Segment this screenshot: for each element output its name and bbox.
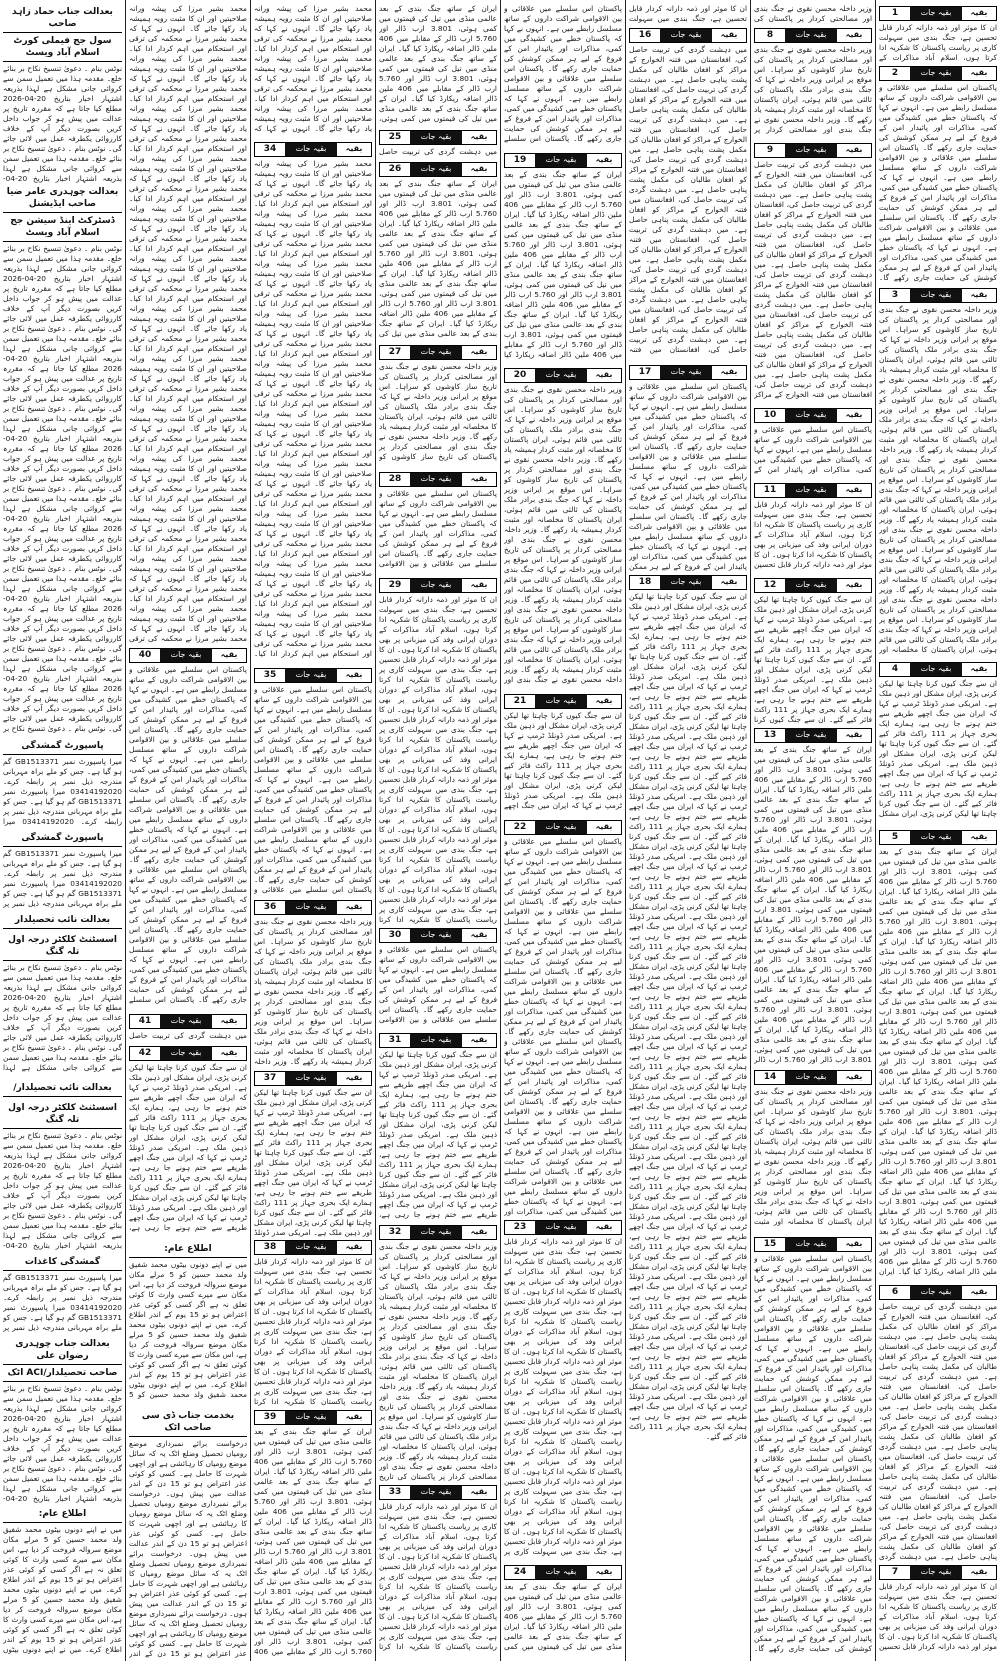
continued-label: بقیہ xyxy=(345,1412,363,1421)
story-number: 7 xyxy=(891,1567,899,1577)
continued-label: بقیہ xyxy=(845,1239,863,1248)
continuation-header xyxy=(504,820,622,835)
continued-pages-label: بقیہ جات xyxy=(285,901,337,914)
continuation-header xyxy=(379,1485,497,1500)
continued-pages-label: بقیہ جات xyxy=(535,154,587,167)
continued-pages-label: بقیہ جات xyxy=(910,831,962,844)
continued-label: بقیہ xyxy=(595,370,613,379)
continuation-header xyxy=(629,28,747,43)
article-text: ایران کے ساتھ جنگ بندی کے بعد عالمی منڈی میں تیل کی قیمتوں میں کمی ہوئی، 3.801 ارب ڈالر اور 5.760 ارب ڈالر کے مقابلے میں 406 ملین ڈالر اضافہ ریکارڈ کیا گیا۔ ایران کے ساتھ جنگ بندی کے بعد عالمی منڈی میں تیل کی قیمتوں میں کمی ہوئی، 3.801 ارب ڈالر اور 5.760 ارب ڈالر کے مقابلے میں 406 ملین ڈالر اضافہ ریکارڈ کیا گیا۔ ایران کے ساتھ جنگ بندی کے بعد عالمی منڈی میں تیل کی قیمتوں میں کمی ہوئی، 3.801 ارب ڈالر اور 5.760 ارب ڈالر کے مقابلے میں 406 ملین ڈالر اضافہ ریکارڈ کیا گیا۔ ایران کے ساتھ جنگ بندی کے بعد عالمی منڈی میں تیل کی قیمتوں میں کمی ہوئی، 3.801 ارب ڈالر اور 5.760 ارب ڈالر کے مقابلے میں 406 ملین ڈالر اضافہ ریکارڈ کیا گیا۔ ایران کے ساتھ جنگ بندی کے بعد عالمی منڈی میں تیل کی قیمتوں میں کمی ہوئی، 3.801 ارب ڈالر اور 5.760 ارب ڈالر کے مقابلے میں 406 ملین ڈالر اضافہ ریکارڈ کیا گیا۔ ایران کے ساتھ جنگ بندی کے بعد عالمی منڈی میں تیل کی قیمتوں میں کمی ہوئی، 3.801 ارب ڈالر اور 5.760 ارب ڈالر کے مقابلے میں 406 ملین ڈالر اضافہ ریکارڈ کیا گیا۔ ایران کے ساتھ جنگ بندی کے بعد عالمی منڈی میں تیل کی قیمتوں میں کمی ہوئی، 3.801 ارب ڈالر اور 5.760 ارب ڈالر کے مقابلے میں 406 ملین ڈالر اضافہ ریکارڈ کیا گیا۔ ایران کے ساتھ جنگ بندی کے بعد عالمی منڈی میں تیل کی قیمتوں میں کمی ہوئی، 3.801 ارب ڈالر اور 5.760 ارب ڈالر کے مقابلے میں 406 ملین ڈالر اضافہ ریکارڈ کیا گیا۔ ایران کے ساتھ جنگ بندی کے بعد عالمی منڈی میں تیل کی قیمتوں میں کمی ہوئی، 3.801 ارب ڈالر اور 5.760 ارب ڈالر کے مقابلے میں 406 ملین ڈالر اضافہ ریکارڈ کیا گیا۔ ایران xyxy=(879,847,997,1276)
continuation-header xyxy=(879,66,997,81)
story-number: 22 xyxy=(513,822,527,832)
article-text: پاکستان اس سلسلے میں علاقائی و بین الاقوامی شراکت داروں کے ساتھ مسلسل رابطے میں ہے۔ انہوں نے کہا کہ پاکستان خطے میں کشیدگی میں کمی، مذاکرات اور پائیدار امن کے فروغ کے لیے ہر ممکن کوشش کی حمایت جاری رکھے گا۔ پاکستان اس سلسلے میں علاقائی و بین الاقوامی xyxy=(379,489,497,568)
continuation-header xyxy=(379,1225,497,1240)
continuation-header xyxy=(879,288,997,303)
story-number: 36 xyxy=(263,902,277,912)
story-number: 37 xyxy=(263,1073,277,1083)
continued-label: بقیہ xyxy=(345,670,363,679)
notice-title: ڈسٹرکٹ اینڈ سیشن جج اسلام آباد ویسٹ xyxy=(3,215,122,242)
article-text: ان سے جنگ کیوں کرنا چاہتا تھا لیکن کرنی پڑی، ایران مشکل اور ذہین ملک ہے۔ امریکی صدر ڈونلڈ ٹرمپ نے کہا کہ ایران میں جنگ اچھے طریقے سے ختم ہونے جا رہی ہے، ہمارے ایک بحری جہاز پر 111 راکٹ فائر کیے گئے۔ ان سے جنگ کیوں کرنا چاہتا تھا لیکن کرنی پڑی، ایران مشکل اور ذہین ملک ہے۔ امریکی صدر ڈونلڈ ٹرمپ نے کہا کہ ایران میں جنگ اچھے طریقے سے ختم ہونے جا رہی ہے، ہمارے ایک بحری جہاز پر 111 راکٹ فائر کیے گئے۔ ان سے جنگ کیوں کرنا چاہتا تھا لیکن کرنی پڑی، ایران مشکل اور ذہین ملک ہے۔ امریکی صدر ڈونلڈ ٹرمپ نے کہا کہ ایران میں جنگ اچھے طریقے سے ختم ہونے جا رہی ہے، xyxy=(129,1063,247,1232)
continuation-header xyxy=(879,662,997,677)
news-column xyxy=(875,0,1000,1661)
continued-label: بقیہ xyxy=(845,30,863,39)
story-number: 8 xyxy=(766,30,774,40)
article-text: میں نے اپنے دونوں بیٹوں محمد شفیق ولد محمد حسین کو 5 مرلے مکان موضع سروالہ فروخت کر دیا ہے، اس مکان سے میرے کسی وارث کا کوئی تعلق نہ ہے اگر کسی کو کوئی عذر اعتراض ہو تو 15 یوم کے اندر اطلاع کرے۔ میں نے اپنے دونوں بیٹوں محمد شفیق ولد محمد حسین کو 5 مرلے مکان موضع سروالہ فروخت کر دیا ہے، اس مکان سے میرے کسی وارث کا کوئی تعلق نہ ہے اگر کسی کو کوئی عذر اعتراض ہو تو 15 یوم کے اندر اطلاع کرے۔ میں نے اپنے دونوں بیٹوں محمد شفیق ولد محمد حسین کو 5 xyxy=(129,1260,247,1399)
article-text: پاکستان اس سلسلے میں علاقائی و بین الاقوامی شراکت داروں کے ساتھ مسلسل رابطے میں ہے۔ انہوں نے کہا کہ پاکستان خطے میں کشیدگی میں کمی، مذاکرات اور پائیدار امن کے فروغ کے لیے ہر ممکن کوشش کی حمایت جاری رکھے گا۔ پاکستان اس سلسلے میں علاقائی و بین الاقوامی شراکت داروں کے ساتھ مسلسل رابطے میں ہے۔ انہوں نے کہا کہ پاکستان خطے میں کشیدگی میں کمی، مذاکرات اور پائیدار امن کے فروغ کے لیے ہر ممکن کوشش کی حمایت جاری رکھے گا۔ پاکستان اس سلسلے میں علاقائی و بین الاقوامی شراکت داروں کے ساتھ مسلسل رابطے میں ہے۔ انہوں نے کہا کہ پاکستان خطے میں کشیدگی میں کمی، مذاکرات اور پائیدار امن کے فروغ کے لیے ہر ممکن کوشش کی حمایت جاری رکھے گا۔ پاکستان اس سلسلے میں علاقائی و بین الاقوامی شراکت داروں کے ساتھ مسلسل رابطے میں ہے۔ انہوں نے کہا کہ پاکستان خطے میں کشیدگی میں کمی، مذاکرات اور پائیدار امن کے فروغ کے لیے ہر ممکن کوشش کی حمایت جاری رکھے گا۔ پاکستان اس سلسلے میں علاقائی و بین الاقوامی شراکت داروں کے ساتھ مسلسل رابطے میں ہے۔ انہوں نے کہا کہ پاکستان خطے میں کشیدگی میں کمی، مذاکرات اور پائیدار امن کے فروغ کے لیے ہر ممکن کوشش کی حمایت جاری رکھے گا۔ پاکستان اس سلسلے میں علاقائی و بین الاقوامی شراکت داروں کے ساتھ مسلسل رابطے میں ہے۔ انہوں نے کہا کہ پاکستان خطے میں کشیدگی میں کمی، مذاکرات اور xyxy=(504,837,622,1216)
continued-pages-label: بقیہ جات xyxy=(660,366,712,379)
continuation-header xyxy=(254,668,372,683)
continued-pages-label: بقیہ جات xyxy=(285,143,337,156)
continued-pages-label: بقیہ جات xyxy=(785,1238,837,1251)
article-text: وزیر داخلہ محسن نقوی نے جنگ بندی اور مصالحتی کردار پر پاکستان کی تاریخ ساز کاوشوں کو سراہا۔ اس موقع پر ایرانی وزیر داخلہ نے کہا کہ جنگ بندی برادر ملک پاکستان کی ثالثی میں قائم ہوئی، ایران پاکستان کا مخلصانہ اور مثبت کردار ہمیشہ یاد رکھے گا۔ وزیر داخلہ محسن نقوی نے جنگ بندی اور مصالحتی کردار پر پاکستان کی تاریخ ساز کاوشوں کو سراہا۔ اس موقع پر ایرانی وزیر داخلہ نے کہا کہ جنگ بندی برادر ملک پاکستان کی ثالثی میں قائم ہوئی، ایران پاکستان کا مخلصانہ اور مثبت کردار ہمیشہ یاد رکھے گا۔ وزیر داخلہ محسن نقوی نے جنگ بندی اور مصالحتی کردار پر پاکستان کی تاریخ ساز کاوشوں کو سراہا۔ اس موقع پر ایرانی وزیر داخلہ نے کہا کہ جنگ بندی برادر ملک پاکستان کی ثالثی میں قائم ہوئی، ایران پاکستان کا مخلصانہ اور مثبت کردار ہمیشہ یاد رکھے گا۔ وزیر داخلہ محسن نقوی نے جنگ بندی اور مصالحتی کردار پر پاکستان کی تاریخ ساز کاوشوں کو سراہا۔ اس موقع پر ایرانی وزیر داخلہ نے کہا کہ جنگ بندی برادر ملک پاکستان کی ثالثی میں قائم ہوئی، ایران پاکستان کا مخلصانہ اور مثبت کردار ہمیشہ یاد رکھے گا۔ وزیر داخلہ محسن نقوی نے جنگ بندی اور مصالحتی کردار پر پاکستان کی تاریخ ساز کاوشوں کو سراہا۔ اس موقع پر ایرانی وزیر داخلہ نے کہا کہ جنگ بندی برادر ملک پاکستان کی ثالثی میں قائم ہوئی، ایران پاکستان کا مخلصانہ اور xyxy=(879,305,997,654)
article-text: ایران کے ساتھ جنگ بندی کے بعد عالمی منڈی میں تیل کی قیمتوں میں کمی ہوئی، 3.801 ارب ڈالر اور 5.760 ارب ڈالر کے مقابلے میں 406 ملین ڈالر اضافہ ریکارڈ کیا گیا۔ ایران کے ساتھ جنگ بندی کے بعد عالمی منڈی میں تیل کی قیمتوں میں کمی ہوئی، 3.801 ارب ڈالر اور 5.760 ارب ڈالر کے مقابلے میں 406 ملین ڈالر اضافہ ریکارڈ کیا گیا۔ ایران کے ساتھ جنگ بندی کے بعد عالمی منڈی میں تیل کی قیمتوں میں کمی ہوئی، 3.801 ارب ڈالر اور 5.760 ارب ڈالر کے مقابلے میں 406 ملین ڈالر اضافہ ریکارڈ کیا گیا۔ ایران کے ساتھ جنگ بندی کے بعد عالمی منڈی میں تیل کی xyxy=(379,179,497,338)
notice-title: پاسپورٹ گمشدگی xyxy=(3,832,122,847)
story-number: 41 xyxy=(138,1016,152,1026)
continued-label: بقیہ xyxy=(345,1242,363,1251)
continued-pages-label: بقیہ جات xyxy=(410,346,462,359)
continuation-header xyxy=(379,578,497,593)
article-text: میں دہشت گردی کی تربیت حاصل xyxy=(129,1031,247,1040)
article-text: وزیر داخلہ محسن نقوی نے جنگ بندی اور مصالحتی کردار پر پاکستان کی تاریخ ساز کاوشوں کو سراہا۔ اس موقع پر ایرانی وزیر داخلہ نے کہا کہ جنگ بندی برادر ملک پاکستان کی ثالثی میں قائم ہوئی، ایران پاکستان کا مخلصانہ اور مثبت کردار ہمیشہ یاد رکھے گا۔ وزیر داخلہ محسن نقوی نے جنگ بندی اور مصالحتی کردار پر پاکستان کی تاریخ ساز کاوشوں کو سراہا۔ اس موقع پر ایرانی وزیر داخلہ نے کہا کہ جنگ بندی برادر ملک پاکستان کی ثالثی میں قائم ہوئی، ایران پاکستان کا مخلصانہ اور مثبت کردار ہمیشہ یاد رکھے گا۔ وزیر داخلہ محسن نقوی نے جنگ بندی اور مصالحتی کردار پر پاکستان کی تاریخ ساز کاوشوں کو سراہا۔ اس موقع پر ایرانی وزیر داخلہ نے کہا کہ جنگ بندی برادر ملک پاکستان کی ثالثی میں قائم ہوئی، ایران پاکستان کا مخلصانہ اور مثبت کردار ہمیشہ یاد رکھے گا۔ وزیر داخلہ محسن نقوی نے جنگ بندی اور مصالحتی کردار پر پاکستان کی تاریخ xyxy=(379,1242,497,1481)
continued-pages-label: بقیہ جات xyxy=(910,67,962,80)
continued-pages-label: بقیہ جات xyxy=(160,1047,212,1060)
continued-pages-label: بقیہ جات xyxy=(910,1286,962,1299)
news-column xyxy=(125,0,250,1661)
story-number: 6 xyxy=(891,1287,899,1297)
story-number: 4 xyxy=(891,664,899,674)
article-text: وزیر داخلہ محسن نقوی نے جنگ بندی اور مصالحتی کردار پر پاکستان کی تاریخ ساز کاوشوں کو سراہا۔ اس موقع پر ایرانی وزیر داخلہ نے کہا کہ جنگ بندی برادر ملک پاکستان کی ثالثی میں قائم ہوئی، ایران پاکستان کا مخلصانہ اور مثبت کردار ہمیشہ یاد رکھے گا۔ وزیر داخلہ محسن نقوی نے جنگ بندی اور مصالحتی کردار پر پاکستان کی تاریخ ساز کاوشوں کو سراہا۔ اس موقع پر ایرانی وزیر داخلہ نے کہا کہ جنگ بندی برادر ملک پاکستان کی ثالثی میں قائم ہوئی، ایران پاکستان کا مخلصانہ اور مثبت کردار ہمیشہ یاد رکھے گا۔ وزیر داخلہ xyxy=(254,917,372,1066)
article-text: ایران کے ساتھ جنگ بندی کے بعد عالمی منڈی میں تیل کی قیمتوں میں کمی ہوئی، 3.801 ارب ڈالر اور 5.760 ارب ڈالر کے مقابلے میں 406 ملین ڈالر اضافہ ریکارڈ کیا گیا۔ ایران کے ساتھ جنگ بندی کے بعد عالمی منڈی میں تیل کی قیمتوں میں کمی ہوئی، 3.801 ارب ڈالر اور 5.760 ارب ڈالر کے مقابلے میں 406 ملین ڈالر اضافہ ریکارڈ کیا گیا۔ ایران کے ساتھ جنگ بندی کے بعد عالمی منڈی میں تیل کی قیمتوں میں کمی ہوئی، 3.801 ارب ڈالر اور 5.760 ارب ڈالر کے مقابلے میں 406 ملین ڈالر اضافہ ریکارڈ کیا گیا۔ ایران کے ساتھ جنگ بندی کے بعد عالمی منڈی میں تیل کی قیمتوں میں کمی ہوئی، 3.801 ارب ڈالر اور 5.760 ارب ڈالر کے مقابلے میں 406 ملین ڈالر اضافہ ریکارڈ کیا xyxy=(504,170,622,359)
continued-label: بقیہ xyxy=(970,1567,988,1576)
article-text: پاکستان اس سلسلے میں علاقائی و بین الاقوامی شراکت داروں کے ساتھ مسلسل رابطے میں ہے۔ انہوں نے کہا کہ پاکستان خطے میں کشیدگی میں کمی، مذاکرات اور پائیدار امن کے فروغ کے لیے ہر ممکن کوشش کی حمایت جاری رکھے گا۔ پاکستان اس سلسلے میں علاقائی و بین الاقوامی xyxy=(379,945,497,1024)
continued-label: بقیہ xyxy=(595,155,613,164)
continued-pages-label: بقیہ جات xyxy=(910,7,962,20)
article-text: میرا پاسپورٹ نمبر GB1513371 گم ہو گیا ہے۔ جس کو ملے براہ مہربانی مندرجہ ذیل نمبر پر رابطہ کرے۔ 03414192020 میرا پاسپورٹ نمبر GB1513371 گم ہو گیا ہے۔ جس کو ملے براہ مہربانی مندرجہ ذیل نمبر پر xyxy=(3,849,122,908)
continuation-header xyxy=(879,830,997,845)
article-text: پاکستان اس سلسلے میں علاقائی و بین الاقوامی شراکت داروں کے ساتھ مسلسل رابطے میں ہے۔ انہوں نے کہا کہ پاکستان خطے میں کشیدگی میں کمی، مذاکرات اور پائیدار امن کے فروغ کے لیے ہر ممکن کوشش کی حمایت جاری رکھے گا۔ پاکستان اس سلسلے میں علاقائی و بین الاقوامی شراکت داروں کے ساتھ مسلسل رابطے میں ہے۔ انہوں نے کہا کہ پاکستان خطے میں کشیدگی میں کمی، مذاکرات اور پائیدار امن کے فروغ کے لیے ہر ممکن کوشش کی حمایت جاری رکھے گا۔ پاکستان اس سلسلے میں علاقائی و بین الاقوامی شراکت داروں کے ساتھ مسلسل رابطے میں ہے۔ انہوں نے کہا کہ پاکستان خطے میں کشیدگی میں کمی، مذاکرات اور پائیدار امن کے فروغ کے لیے ہر ممکن کوشش کی حمایت جاری رکھے گا۔ پاکستان اس سلسلے میں علاقائی و xyxy=(254,685,372,894)
article-text: محمد بشیر مرزا کی پیشہ ورانہ صلاحیتیں اور ان کا مثبت رویہ ہمیشہ یاد رکھا جائے گا۔ انہوں نے کہا کہ محمد بشیر مرزا نے محکمہ کی ترقی اور استحکام میں اہم کردار ادا کیا۔ محمد بشیر مرزا کی پیشہ ورانہ صلاحیتیں اور ان کا مثبت رویہ ہمیشہ یاد رکھا جائے گا۔ انہوں نے کہا کہ محمد بشیر مرزا نے محکمہ کی ترقی اور استحکام میں اہم کردار ادا کیا۔ محمد بشیر مرزا کی پیشہ ورانہ صلاحیتیں اور ان کا مثبت رویہ ہمیشہ یاد رکھا جائے گا۔ انہوں نے کہا کہ محمد بشیر مرزا نے محکمہ کی ترقی اور استحکام میں اہم کردار ادا کیا۔ محمد بشیر مرزا کی پیشہ ورانہ صلاحیتیں اور ان کا مثبت رویہ ہمیشہ یاد رکھا جائے گا۔ انہوں نے کہا کہ محمد بشیر مرزا نے محکمہ کی ترقی اور استحکام میں اہم کردار ادا کیا۔ محمد بشیر مرزا کی پیشہ ورانہ صلاحیتیں اور ان کا مثبت رویہ ہمیشہ یاد رکھا جائے گا۔ انہوں نے کہا کہ محمد بشیر مرزا نے محکمہ کی ترقی اور استحکام میں اہم کردار ادا کیا۔ محمد بشیر مرزا کی پیشہ ورانہ صلاحیتیں اور ان کا مثبت رویہ ہمیشہ یاد رکھا جائے گا۔ انہوں نے کہا کہ محمد بشیر مرزا نے محکمہ کی ترقی اور استحکام میں اہم کردار ادا کیا۔ محمد بشیر مرزا کی پیشہ ورانہ صلاحیتیں اور ان کا مثبت رویہ ہمیشہ یاد رکھا جائے گا۔ انہوں نے کہا کہ محمد بشیر مرزا نے محکمہ کی ترقی اور استحکام میں اہم کردار ادا کیا۔ محمد بشیر مرزا کی پیشہ ورانہ صلاحیتیں اور ان کا مثبت رویہ ہمیشہ یاد رکھا جائے گا۔ انہوں نے کہا کہ محمد بشیر مرزا نے محکمہ کی ترقی اور استحکام میں اہم کردار ادا کیا۔ محمد بشیر مرزا کی پیشہ ورانہ صلاحیتیں اور ان کا مثبت رویہ ہمیشہ یاد رکھا جائے گا۔ انہوں نے کہا کہ محمد بشیر مرزا نے محکمہ کی ترقی اور استحکام میں اہم کردار ادا کیا۔ محمد بشیر مرزا کی پیشہ ورانہ صلاحیتیں اور ان کا مثبت رویہ ہمیشہ یاد رکھا جائے گا۔ انہوں نے کہا کہ محمد بشیر مرزا نے محکمہ کی ترقی اور استحکام میں اہم کردار ادا کیا۔ محمد بشیر مرزا کی پیشہ ورانہ صلاحیتیں اور ان کا مثبت رویہ ہمیشہ یاد رکھا جائے گا۔ انہوں نے کہا کہ محمد بشیر مرزا نے محکمہ کی ترقی اور استحکام میں اہم کردار ادا کیا۔ محمد بشیر مرزا کی پیشہ ورانہ صلاحیتیں اور ان کا مثبت رویہ ہمیشہ یاد رکھا جائے گا۔ انہوں نے کہا کہ محمد بشیر مرزا نے محکمہ کی ترقی اور استحکام میں اہم کردار ادا کیا۔ محمد بشیر مرزا کی پیشہ ورانہ صلاحیتیں اور ان کا مثبت رویہ ہمیشہ یاد رکھا جائے گا۔ انہوں نے کہا کہ محمد بشیر مرزا نے محکمہ کی ترقی xyxy=(129,4,247,643)
continued-pages-label: بقیہ جات xyxy=(285,1411,337,1424)
continuation-header xyxy=(254,1071,372,1086)
article-text: ان سے جنگ کیوں کرنا چاہتا تھا لیکن کرنی پڑی، ایران مشکل اور ذہین ملک ہے۔ امریکی صدر ڈونلڈ ٹرمپ نے کہا کہ ایران میں جنگ اچھے طریقے سے ختم ہونے جا رہی ہے، ہمارے ایک بحری جہاز پر 111 راکٹ فائر کیے گئے۔ ان سے جنگ کیوں کرنا چاہتا تھا لیکن کرنی پڑی، ایران مشکل اور ذہین ملک ہے۔ امریکی صدر ڈونلڈ ٹرمپ نے کہا کہ ایران میں جنگ اچھے طریقے سے ختم ہونے جا رہی ہے، ہمارے ایک بحری جہاز پر 111 راکٹ فائر کیے گئے۔ ان سے جنگ کیوں کرنا چاہتا تھا لیکن کرنی پڑی، ایران مشکل اور ذہین ملک ہے۔ امریکی صدر ڈونلڈ xyxy=(254,1088,372,1237)
continued-label: بقیہ xyxy=(220,1016,238,1025)
article-text: میں دہشت گردی کی تربیت حاصل xyxy=(379,147,497,156)
continued-label: بقیہ xyxy=(720,367,738,376)
article-text: ایران کے ساتھ جنگ بندی کے بعد عالمی منڈی میں تیل کی قیمتوں میں کمی ہوئی، 3.801 ارب ڈالر اور 5.760 ارب ڈالر کے مقابلے میں 406 ملین ڈالر اضافہ ریکارڈ کیا گیا۔ ایران کے ساتھ جنگ بندی کے بعد عالمی منڈی میں تیل کی قیمتوں میں کمی ہوئی، 3.801 ارب ڈالر اور 5.760 ارب ڈالر کے مقابلے میں 406 ملین ڈالر اضافہ ریکارڈ کیا گیا۔ ایران کے ساتھ جنگ بندی کے بعد عالمی منڈی میں تیل کی قیمتوں میں کمی ہوئی، 3.801 ارب ڈالر اور 5.760 ارب ڈالر کے مقابلے میں 406 ملین ڈالر اضافہ ریکارڈ کیا گیا۔ ایران کے ساتھ جنگ بندی کے بعد عالمی منڈی میں تیل کی قیمتوں میں کمی ہوئی، 3.801 ارب ڈالر اور 5.760 ارب ڈالر کے مقابلے میں 406 ملین ڈالر اضافہ ریکارڈ کیا گیا۔ ایران کے ساتھ جنگ بندی کے بعد عالمی منڈی میں تیل کی قیمتوں میں کمی ہوئی، 3.801 ارب ڈالر اور 5.760 ارب ڈالر کے مقابلے میں 406 ملین ڈالر اضافہ ریکارڈ کیا گیا۔ ایران کے ساتھ جنگ بندی کے بعد عالمی منڈی میں تیل کی قیمتوں میں کمی ہوئی، 3.801 ارب ڈالر اور 5.760 ارب ڈالر کے مقابلے میں 406 ملین ڈالر اضافہ ریکارڈ کیا گیا۔ ایران کے ساتھ جنگ بندی کے بعد عالمی منڈی میں تیل کی قیمتوں میں کمی ہوئی، 3.801 ارب ڈالر اور 5.760 ارب ڈالر xyxy=(754,745,872,1064)
continued-pages-label: بقیہ جات xyxy=(285,1072,337,1085)
article-text: میں دہشت گردی کی تربیت حاصل کی، افغانستان میں فتنہ الخوارج کے مراکز کو افغان طالبان کی مکمل پشت پناہی حاصل ہے۔ میں دہشت گردی کی تربیت حاصل کی، افغانستان میں فتنہ الخوارج کے مراکز کو افغان طالبان کی مکمل پشت پناہی حاصل ہے۔ میں دہشت گردی کی تربیت حاصل کی، افغانستان میں فتنہ الخوارج کے مراکز کو افغان طالبان کی مکمل پشت پناہی حاصل ہے۔ میں دہشت گردی کی تربیت حاصل کی، افغانستان میں فتنہ الخوارج کے مراکز کو افغان طالبان کی مکمل پشت پناہی حاصل ہے۔ میں دہشت گردی کی تربیت حاصل کی، افغانستان میں فتنہ الخوارج کے مراکز کو افغان طالبان کی مکمل پشت پناہی حاصل ہے۔ میں دہشت گردی کی تربیت حاصل کی، افغانستان میں فتنہ الخوارج کے مراکز کو افغان طالبان کی مکمل پشت پناہی حاصل ہے۔ میں دہشت گردی کی تربیت حاصل کی، افغانستان میں فتنہ الخوارج کے مراکز xyxy=(754,160,872,399)
story-number: 11 xyxy=(763,485,777,495)
story-number: 32 xyxy=(388,1227,402,1237)
continuation-header xyxy=(754,408,872,423)
continued-pages-label: بقیہ جات xyxy=(785,484,837,497)
article-text: ان کا موثر اور ذمہ دارانہ کردار قابل تحسین ہے، جنگ بندی میں سہولت کاری پر ریاست پاکستان کا شکریہ ادا کرتا ہوں، اسلام آباد مذاکرات کے دوران ایرانی وفد کی میزبانی پر بھی پاکستان کا شکریہ ادا کرتا ہوں۔ ان کا موثر اور ذمہ دارانہ کردار قابل تحسین ہے، جنگ بندی میں سہولت کاری پر ریاست پاکستان کا شکریہ ادا کرتا ہوں، اسلام آباد مذاکرات کے دوران ایرانی وفد کی میزبانی پر بھی پاکستان کا شکریہ ادا کرتا ہوں۔ ان کا موثر اور ذمہ دارانہ کردار قابل تحسین ہے، جنگ بندی میں سہولت کاری پر ریاست پاکستان کا شکریہ ادا کرتا xyxy=(254,1257,372,1406)
continuation-header xyxy=(379,345,497,360)
continued-label: بقیہ xyxy=(845,580,863,589)
story-number: 14 xyxy=(763,1072,777,1082)
continued-label: بقیہ xyxy=(595,1222,613,1231)
continued-label: بقیہ xyxy=(470,1487,488,1496)
article-text: ان سے جنگ کیوں کرنا چاہتا تھا لیکن کرنی پڑی، ایران مشکل اور ذہین ملک ہے۔ امریکی صدر ڈونلڈ ٹرمپ نے کہا کہ ایران میں جنگ اچھے طریقے سے ختم ہونے جا رہی ہے، ہمارے ایک بحری جہاز پر 111 راکٹ فائر کیے گئے۔ ان سے جنگ کیوں کرنا چاہتا تھا لیکن کرنی پڑی، ایران مشکل اور ذہین ملک ہے۔ امریکی صدر ڈونلڈ ٹرمپ نے کہا کہ ایران میں جنگ اچھے طریقے سے ختم ہونے جا رہی ہے، ہمارے ایک بحری جہاز پر 111 راکٹ فائر کیے گئے۔ ان سے جنگ کیوں کرنا چاہتا تھا لیکن کرنی پڑی، ایران مشکل اور ذہین ملک ہے۔ امریکی صدر ڈونلڈ ٹرمپ نے کہا کہ ایران میں جنگ اچھے طریقے سے ختم ہونے جا رہی ہے، ہمارے ایک بحری جہاز پر 111 راکٹ فائر کیے گئے۔ ان سے جنگ کیوں کرنا چاہتا تھا لیکن کرنی پڑی، ایران مشکل اور ذہین ملک ہے۔ امریکی صدر ڈونلڈ ٹرمپ نے کہا کہ ایران میں جنگ اچھے طریقے سے ختم ہونے جا رہی ہے، ہمارے ایک بحری جہاز پر 111 راکٹ فائر کیے گئے۔ ان سے جنگ کیوں کرنا چاہتا تھا لیکن کرنی پڑی، ایران مشکل اور ذہین ملک ہے۔ امریکی صدر ڈونلڈ ٹرمپ نے کہا کہ ایران میں جنگ اچھے طریقے سے ختم ہونے جا رہی ہے، ہمارے ایک بحری جہاز پر 111 راکٹ فائر کیے گئے۔ ان سے جنگ کیوں کرنا چاہتا تھا لیکن کرنی پڑی، ایران مشکل اور ذہین ملک ہے۔ امریکی صدر ڈونلڈ ٹرمپ نے کہا کہ ایران میں جنگ اچھے طریقے سے ختم ہونے جا رہی ہے، ہمارے ایک بحری جہاز پر 111 راکٹ فائر کیے گئے۔ ان سے جنگ کیوں کرنا چاہتا تھا لیکن کرنی پڑی، ایران مشکل اور ذہین ملک ہے۔ امریکی صدر ڈونلڈ ٹرمپ نے کہا کہ ایران میں جنگ اچھے طریقے سے ختم ہونے جا رہی ہے، ہمارے ایک بحری جہاز پر 111 راکٹ فائر کیے گئے۔ ان سے جنگ کیوں کرنا چاہتا تھا لیکن کرنی پڑی، ایران مشکل اور ذہین ملک ہے۔ امریکی صدر ڈونلڈ ٹرمپ نے کہا کہ ایران میں جنگ اچھے طریقے سے ختم ہونے جا رہی ہے، ہمارے ایک بحری جہاز پر 111 راکٹ فائر کیے گئے۔ ان سے جنگ کیوں کرنا چاہتا تھا لیکن کرنی پڑی، ایران مشکل اور ذہین ملک ہے۔ امریکی صدر ڈونلڈ ٹرمپ نے کہا کہ ایران میں جنگ اچھے طریقے سے ختم ہونے جا رہی ہے، ہمارے ایک بحری جہاز پر 111 راکٹ فائر کیے گئے۔ ان سے جنگ کیوں کرنا چاہتا تھا لیکن کرنی پڑی، ایران مشکل اور ذہین ملک ہے۔ امریکی صدر ڈونلڈ ٹرمپ نے کہا کہ ایران میں جنگ اچھے طریقے سے ختم ہونے جا رہی ہے، ہمارے ایک بحری جہاز پر 111 راکٹ فائر کیے گئے۔ ان سے جنگ کیوں کرنا چاہتا تھا لیکن کرنی پڑی، ایران مشکل اور ذہین ملک ہے۔ امریکی صدر ڈونلڈ ٹرمپ نے کہا کہ ایران میں جنگ اچھے طریقے سے ختم ہونے جا رہی ہے، ہمارے ایک بحری جہاز پر 111 راکٹ فائر کیے گئے۔ ان سے جنگ کیوں کرنا چاہتا تھا لیکن کرنی پڑی، ایران مشکل اور ذہین ملک ہے۔ امریکی صدر ڈونلڈ ٹرمپ نے کہا کہ ایران میں جنگ اچھے طریقے سے ختم ہونے جا رہی ہے، ہمارے ایک بحری جہاز پر 111 راکٹ فائر کیے گئے۔ ان سے جنگ کیوں کرنا چاہتا تھا لیکن کرنی پڑی، ایران مشکل اور ذہین ملک ہے۔ امریکی صدر ڈونلڈ ٹرمپ نے کہا کہ ایران میں جنگ اچھے طریقے سے ختم ہونے جا رہی ہے، ہمارے ایک بحری جہاز پر 111 راکٹ فائر کیے گئے۔ ان سے جنگ کیوں کرنا چاہتا تھا لیکن کرنی پڑی، ایران مشکل اور ذہین ملک ہے۔ امریکی صدر ڈونلڈ ٹرمپ نے کہا کہ ایران میں جنگ اچھے طریقے سے ختم ہونے جا رہی ہے، ہمارے ایک بحری جہاز پر 111 راکٹ فائر کیے گئے۔ xyxy=(629,592,747,1441)
article-text: وزیر داخلہ محسن نقوی نے جنگ بندی اور مصالحتی کردار پر پاکستان کی تاریخ ساز کاوشوں کو سراہا۔ اس موقع پر ایرانی وزیر داخلہ نے کہا کہ جنگ بندی برادر ملک پاکستان کی ثالثی میں قائم ہوئی، ایران پاکستان کا مخلصانہ اور مثبت کردار ہمیشہ یاد رکھے گا۔ وزیر داخلہ محسن نقوی نے جنگ بندی اور مصالحتی کردار پر پاکستان کی تاریخ ساز کاوشوں کو xyxy=(379,362,497,461)
story-number: 40 xyxy=(138,650,152,660)
continuation-header xyxy=(504,368,622,383)
article-text: نوٹس بنام ۔ دعویٰ تنسیخ نکاح بر بنائے خلع۔ مقدمہ ہذا میں تعمیل سمن سے کروائی جانی مشکل ہے لہذا بذریعہ اشتہار اخبار بتاریخ 20-04-2026 مطلع کیا جاتا ہے کہ مقررہ تاریخ پر عدالت میں پیش ہو کر جواب داخل کریں بصورت دیگر آپ کے خلاف کارروائی یکطرفہ عمل میں لائی جائے گی۔ نوٹس بنام ۔ دعویٰ تنسیخ نکاح بر بنائے خلع۔ مقدمہ ہذا میں تعمیل سمن سے کروائی جانی مشکل ہے لہذا بذریعہ اشتہار اخبار بتاریخ 20-04- xyxy=(3,1131,122,1250)
continued-label: بقیہ xyxy=(470,1227,488,1236)
story-number: 30 xyxy=(388,930,402,940)
continuation-header xyxy=(379,472,497,487)
news-column xyxy=(750,0,875,1661)
continued-pages-label: بقیہ جات xyxy=(410,163,462,176)
continued-pages-label: بقیہ جات xyxy=(535,695,587,708)
story-number: 28 xyxy=(388,474,402,484)
continued-pages-label: بقیہ جات xyxy=(910,1566,962,1579)
article-text: ان کا موثر اور ذمہ دارانہ کردار قابل تحسین ہے، جنگ بندی میں سہولت کاری پر ریاست پاکستان کا شکریہ ادا کرتا ہوں، اسلام آباد مذاکرات کے xyxy=(879,23,997,62)
article-text: نوٹس بنام ۔ دعویٰ تنسیخ نکاح بر بنائے خلع۔ مقدمہ ہذا میں تعمیل سمن سے کروائی جانی مشکل ہے لہذا بذریعہ اشتہار اخبار بتاریخ 20-04-2026 مطلع کیا جاتا ہے کہ مقررہ تاریخ پر عدالت میں پیش ہو کر جواب داخل کریں بصورت دیگر آپ کے خلاف کارروائی یکطرفہ عمل میں لائی جائے گی۔ نوٹس بنام ۔ دعویٰ تنسیخ نکاح بر بنائے خلع۔ مقدمہ ہذا میں تعمیل سمن سے کروائی جانی مشکل ہے لہذا بذریعہ اشتہار اخبار بتاریخ 20-04-2026 مطلع کیا جاتا ہے کہ مقررہ تاریخ پر عدالت میں پیش ہو کر جواب داخل کریں بصورت دیگر آپ کے خلاف کارروائی یکطرفہ عمل میں لائی جائے گی۔ نوٹس بنام ۔ دعویٰ تنسیخ نکاح بر بنائے خلع۔ مقدمہ ہذا میں تعمیل سمن سے کروائی جانی مشکل ہے لہذا بذریعہ اشتہار اخبار بتاریخ 20-04-2026 مطلع کیا جاتا ہے کہ مقررہ تاریخ پر عدالت میں پیش ہو کر جواب داخل کریں بصورت دیگر آپ کے خلاف کارروائی یکطرفہ عمل میں لائی جائے گی۔ نوٹس بنام ۔ دعویٰ تنسیخ نکاح بر بنائے خلع۔ مقدمہ ہذا میں تعمیل سمن سے کروائی جانی مشکل ہے لہذا بذریعہ اشتہار اخبار بتاریخ 20-04-2026 مطلع کیا جاتا ہے کہ مقررہ تاریخ پر عدالت میں پیش ہو کر جواب داخل کریں بصورت دیگر آپ کے خلاف کارروائی یکطرفہ عمل میں لائی جائے گی۔ نوٹس بنام ۔ دعویٰ تنسیخ نکاح بر بنائے خلع۔ مقدمہ ہذا میں تعمیل سمن سے کروائی جانی مشکل ہے لہذا بذریعہ اشتہار اخبار بتاریخ 20-04-2026 مطلع کیا جاتا ہے کہ مقررہ تاریخ پر عدالت میں پیش ہو کر جواب داخل کریں بصورت دیگر آپ کے خلاف کارروائی یکطرفہ عمل میں لائی جائے گی۔ نوٹس بنام ۔ دعویٰ تنسیخ نکاح بر بنائے خلع۔ مقدمہ ہذا میں تعمیل سمن سے کروائی جانی مشکل ہے لہذا بذریعہ اشتہار اخبار بتاریخ 20-04-2026 مطلع کیا جاتا ہے کہ مقررہ تاریخ پر عدالت میں پیش ہو کر جواب داخل کریں بصورت دیگر آپ کے خلاف کارروائی یکطرفہ عمل میں لائی جائے گی۔ نوٹس بنام ۔ دعویٰ تنسیخ نکاح بر xyxy=(3,244,122,733)
continuation-header xyxy=(129,648,247,663)
continuation-header xyxy=(504,1220,622,1235)
article-text: پاکستان اس سلسلے میں علاقائی و بین الاقوامی شراکت داروں کے ساتھ مسلسل رابطے میں ہے۔ انہوں نے کہا کہ پاکستان خطے میں کشیدگی میں کمی، مذاکرات اور پائیدار امن کے فروغ کے لیے ہر ممکن کوشش کی حمایت جاری رکھے گا۔ پاکستان اس سلسلے میں علاقائی و بین الاقوامی شراکت داروں کے ساتھ مسلسل رابطے میں ہے۔ انہوں نے کہا کہ پاکستان خطے میں کشیدگی میں کمی، مذاکرات اور پائیدار امن کے فروغ کے لیے ہر ممکن کوشش کی حمایت جاری رکھے گا۔ پاکستان اس سلسلے میں علاقائی و بین الاقوامی شراکت داروں کے ساتھ مسلسل رابطے میں ہے۔ انہوں نے کہا کہ پاکستان خطے میں کشیدگی میں کمی، مذاکرات اور پائیدار امن کے فروغ کے لیے ہر ممکن کوشش کی حمایت جاری رکھے گا۔ پاکستان اس سلسلے میں علاقائی و بین الاقوامی شراکت داروں کے ساتھ مسلسل رابطے میں ہے۔ انہوں نے کہا کہ پاکستان خطے میں کشیدگی میں کمی، مذاکرات اور پائیدار امن کے فروغ کے لیے ہر ممکن کوشش کی حمایت جاری رکھے گا۔ پاکستان اس سلسلے میں علاقائی و بین الاقوامی شراکت داروں کے ساتھ مسلسل رابطے میں ہے۔ انہوں نے کہا کہ پاکستان خطے میں کشیدگی میں کمی، مذاکرات اور پائیدار امن کے فروغ کے لیے ہر ممکن کوشش کی حمایت جاری رکھے گا۔ پاکستان اس سلسلے میں علاقائی و بین الاقوامی شراکت داروں کے ساتھ مسلسل رابطے میں ہے۔ انہوں نے کہا کہ پاکستان خطے میں کشیدگی میں کمی، مذاکرات اور پائیدار امن کے فروغ کے لیے ہر ممکن کوشش کی حمایت جاری رکھے گا۔ xyxy=(754,1254,872,1653)
continued-label: بقیہ xyxy=(970,290,988,299)
story-number: 16 xyxy=(638,30,652,40)
continued-pages-label: بقیہ جات xyxy=(785,579,837,592)
continuation-header xyxy=(754,1237,872,1252)
article-text: وزیر داخلہ محسن نقوی نے جنگ بندی اور مصالحتی کردار پر پاکستان کی تاریخ ساز کاوشوں کو سراہا۔ اس موقع پر ایرانی وزیر داخلہ نے کہا کہ جنگ بندی برادر ملک پاکستان کی ثالثی میں قائم ہوئی، ایران پاکستان کا مخلصانہ اور مثبت کردار ہمیشہ یاد رکھے گا۔ وزیر داخلہ محسن نقوی نے جنگ بندی اور مصالحتی کردار پر پاکستان کی تاریخ ساز کاوشوں کو سراہا۔ اس موقع پر ایرانی وزیر داخلہ نے کہا کہ جنگ بندی برادر ملک پاکستان کی ثالثی میں قائم ہوئی، ایران پاکستان کا مخلصانہ اور مثبت کردار ہمیشہ یاد رکھے گا۔ وزیر داخلہ محسن نقوی نے جنگ بندی اور مصالحتی کردار پر پاکستان کی تاریخ ساز کاوشوں کو سراہا۔ اس موقع پر ایرانی وزیر داخلہ نے کہا کہ جنگ بندی برادر ملک پاکستان کی ثالثی میں قائم ہوئی، ایران پاکستان کا مخلصانہ اور مثبت کردار ہمیشہ یاد رکھے گا۔ وزیر داخلہ محسن نقوی نے جنگ بندی اور مصالحتی کردار پر پاکستان کی تاریخ ساز کاوشوں کو سراہا۔ اس موقع پر ایرانی وزیر داخلہ نے کہا کہ جنگ بندی برادر ملک پاکستان کی ثالثی میں قائم ہوئی، ایران پاکستان کا مخلصانہ اور مثبت کردار ہمیشہ یاد رکھے گا۔ وزیر داخلہ محسن نقوی نے جنگ بندی اور xyxy=(504,385,622,684)
story-number: 33 xyxy=(388,1487,402,1497)
continuation-header xyxy=(754,483,872,498)
continued-pages-label: بقیہ جات xyxy=(785,29,837,42)
continued-label: بقیہ xyxy=(470,1035,488,1044)
continued-pages-label: بقیہ جات xyxy=(160,1015,212,1028)
story-number: 15 xyxy=(763,1239,777,1249)
continued-pages-label: بقیہ جات xyxy=(535,821,587,834)
story-number: 26 xyxy=(388,164,402,174)
continued-pages-label: بقیہ جات xyxy=(910,663,962,676)
story-number: 18 xyxy=(638,577,652,587)
continued-label: بقیہ xyxy=(970,832,988,841)
continued-pages-label: بقیہ جات xyxy=(785,409,837,422)
notice-title: گمشدگی کاغذات xyxy=(3,1256,122,1271)
article-text: نوٹس بنام ۔ دعویٰ تنسیخ نکاح بر بنائے خلع۔ مقدمہ ہذا میں تعمیل سمن سے کروائی جانی مشکل ہے لہذا بذریعہ اشتہار اخبار بتاریخ 20-04-2026 مطلع کیا جاتا ہے کہ مقررہ تاریخ پر عدالت میں پیش ہو کر جواب داخل کریں بصورت دیگر آپ کے خلاف کارروائی یکطرفہ عمل میں لائی جائے گی۔ نوٹس بنام ۔ دعویٰ تنسیخ نکاح بر بنائے خلع۔ مقدمہ ہذا میں تعمیل سمن سے کروائی جانی مشکل ہے لہذا بذریعہ اشتہار اخبار بتاریخ 20-04- xyxy=(3,1384,122,1503)
story-number: 31 xyxy=(388,1035,402,1045)
continuation-header xyxy=(254,900,372,915)
story-number: 19 xyxy=(513,155,527,165)
continued-pages-label: بقیہ جات xyxy=(160,649,212,662)
article-text: پاکستان اس سلسلے میں علاقائی و بین الاقوامی شراکت داروں کے ساتھ مسلسل رابطے میں ہے۔ انہوں نے کہا کہ پاکستان خطے میں کشیدگی میں کمی، مذاکرات اور پائیدار امن کے فروغ کے لیے ہر ممکن کوشش کی حمایت جاری رکھے گا۔ پاکستان اس سلسلے میں علاقائی و بین الاقوامی شراکت داروں کے ساتھ مسلسل رابطے میں ہے۔ انہوں نے کہا کہ پاکستان خطے میں کشیدگی میں کمی، مذاکرات اور پائیدار امن کے فروغ کے لیے ہر ممکن کوشش کی حمایت جاری رکھے گا۔ پاکستان اس سلسلے میں علاقائی و بین الاقوامی شراکت داروں کے ساتھ مسلسل رابطے میں ہے۔ انہوں نے کہا کہ پاکستان خطے میں کشیدگی میں کمی، مذاکرات اور پائیدار امن کے فروغ کے لیے ہر ممکن xyxy=(629,382,747,571)
notice-title: بعدالت چوہدری عامر ضیا صاحب ایڈیشنل xyxy=(3,186,122,213)
story-number: 3 xyxy=(891,290,899,300)
continued-label: بقیہ xyxy=(470,580,488,589)
continued-pages-label: بقیہ جات xyxy=(785,1071,837,1084)
story-number: 17 xyxy=(638,367,652,377)
news-column xyxy=(500,0,625,1661)
article-text: پاکستان اس سلسلے میں علاقائی و بین الاقوامی شراکت داروں کے ساتھ مسلسل رابطے میں ہے۔ انہوں نے کہا کہ پاکستان خطے میں کشیدگی میں کمی، مذاکرات اور پائیدار امن کے xyxy=(754,425,872,474)
continued-pages-label: بقیہ جات xyxy=(660,29,712,42)
continuation-header xyxy=(504,1565,622,1580)
story-number: 10 xyxy=(763,410,777,420)
continuation-header xyxy=(879,1285,997,1300)
continued-label: بقیہ xyxy=(970,8,988,17)
continued-pages-label: بقیہ جات xyxy=(410,1226,462,1239)
notice-title: بعدالت جناب چوہدری رضوان علی xyxy=(3,1338,122,1365)
article-text: ان کا موثر اور ذمہ دارانہ کردار قابل تحسین ہے، جنگ بندی میں سہولت xyxy=(629,4,747,23)
continuation-header xyxy=(129,1046,247,1061)
continuation-header xyxy=(254,1410,372,1425)
continued-pages-label: بقیہ جات xyxy=(410,929,462,942)
continuation-header xyxy=(504,694,622,709)
continued-label: بقیہ xyxy=(470,164,488,173)
notice-title: بعدالت جناب حماد زاہد صاحب xyxy=(3,6,122,33)
continued-label: بقیہ xyxy=(470,347,488,356)
continued-label: بقیہ xyxy=(845,485,863,494)
article-text: میرا پاسپورٹ نمبر GB1513371 گم ہو گیا ہے۔ جس کو ملے براہ مہربانی مندرجہ ذیل نمبر پر رابطہ کرے۔ 03414192020 میرا پاسپورٹ نمبر GB1513371 گم ہو گیا ہے۔ جس کو ملے براہ مہربانی مندرجہ ذیل نمبر پر xyxy=(3,1273,122,1332)
continued-label: بقیہ xyxy=(845,145,863,154)
continued-label: بقیہ xyxy=(595,822,613,831)
continuation-header xyxy=(379,130,497,145)
news-column xyxy=(0,0,125,1661)
article-text: ان کا موثر اور ذمہ دارانہ کردار قابل تحسین ہے، جنگ بندی میں سہولت کاری پر ریاست پاکستان کا شکریہ ادا کرتا ہوں، اسلام آباد مذاکرات کے دوران ایرانی وفد کی میزبانی پر بھی پاکستان کا شکریہ ادا کرتا ہوں۔ ان کا موثر اور ذمہ دارانہ کردار قابل تحسین ہے، جنگ بندی میں سہولت کاری پر ریاست پاکستان کا شکریہ ادا کرتا ہوں، اسلام آباد مذاکرات کے دوران ایرانی وفد کی میزبانی پر بھی پاکستان کا شکریہ ادا کرتا ہوں۔ ان کا موثر اور ذمہ دارانہ کردار قابل تحسین ہے، جنگ بندی میں سہولت کاری پر ریاست پاکستان کا شکریہ ادا کرتا ہوں، اسلام آباد مذاکرات کے دوران ایرانی وفد کی میزبانی پر بھی پاکستان کا شکریہ ادا کرتا ہوں۔ ان کا موثر اور ذمہ دارانہ کردار قابل تحسین ہے، جنگ بندی میں سہولت کاری پر ریاست پاکستان کا شکریہ ادا کرتا ہوں، اسلام آباد مذاکرات کے دوران ایرانی وفد کی میزبانی پر بھی پاکستان کا شکریہ ادا کرتا ہوں۔ ان کا موثر اور ذمہ دارانہ کردار قابل تحسین ہے، جنگ بندی میں سہولت کاری پر ریاست پاکستان کا شکریہ ادا کرتا ہوں، اسلام آباد مذاکرات کے دوران ایرانی وفد کی میزبانی پر بھی پاکستان کا شکریہ ادا کرتا ہوں۔ ان کا موثر اور ذمہ دارانہ کردار قابل تحسین ہے، جنگ بندی میں سہولت کاری پر xyxy=(504,1237,622,1556)
article-text: وزیر داخلہ محسن نقوی نے جنگ بندی اور مصالحتی کردار پر پاکستان کی xyxy=(754,4,872,23)
story-number: 5 xyxy=(891,832,899,842)
notice-title: اطلاع عام: xyxy=(3,1508,122,1523)
article-text: ان کا موثر اور ذمہ دارانہ کردار قابل تحسین ہے، جنگ بندی میں سہولت کاری پر ریاست پاکستان کا شکریہ ادا کرتا ہوں، اسلام آباد مذاکرات کے دوران ایرانی وفد کی میزبانی پر بھی پاکستان کا شکریہ ادا کرتا ہوں۔ ان کا موثر اور ذمہ دارانہ کردار قابل تحسین xyxy=(879,1582,997,1651)
continued-label: بقیہ xyxy=(970,68,988,77)
article-text: ان سے جنگ کیوں کرنا چاہتا تھا لیکن کرنی پڑی، ایران مشکل اور ذہین ملک ہے۔ امریکی صدر ڈونلڈ ٹرمپ نے کہا کہ ایران میں جنگ اچھے طریقے سے ختم ہونے جا رہی ہے، ہمارے ایک بحری جہاز پر 111 راکٹ فائر کیے گئے۔ ان سے جنگ کیوں کرنا چاہتا تھا لیکن کرنی پڑی، ایران مشکل اور ذہین ملک ہے۔ امریکی صدر ڈونلڈ ٹرمپ نے کہا کہ ایران میں جنگ اچھے طریقے سے ختم ہونے جا رہی ہے، ہمارے ایک بحری جہاز پر 111 راکٹ فائر کیے گئے۔ ان سے جنگ کیوں کرنا چاہتا تھا لیکن کرنی پڑی، ایران مشکل xyxy=(879,679,997,818)
continuation-header xyxy=(379,162,497,177)
continued-label: بقیہ xyxy=(220,650,238,659)
continuation-header xyxy=(879,1565,997,1580)
continuation-header xyxy=(629,365,747,380)
continued-label: بقیہ xyxy=(470,474,488,483)
continued-label: بقیہ xyxy=(970,664,988,673)
continuation-header xyxy=(254,1240,372,1255)
story-number: 21 xyxy=(513,696,527,706)
story-number: 23 xyxy=(513,1222,527,1232)
notice-title: اطلاع عام: xyxy=(129,1243,247,1258)
continued-label: بقیہ xyxy=(970,1287,988,1296)
story-number: 12 xyxy=(763,580,777,590)
article-text: وزیر داخلہ محسن نقوی نے جنگ بندی اور مصالحتی کردار پر پاکستان کی تاریخ ساز کاوشوں کو سراہا۔ اس موقع پر ایرانی وزیر داخلہ نے کہا کہ جنگ بندی برادر ملک پاکستان کی ثالثی میں قائم ہوئی، ایران پاکستان کا مخلصانہ اور مثبت کردار ہمیشہ یاد رکھے گا۔ وزیر داخلہ محسن نقوی نے جنگ بندی اور مصالحتی کردار پر xyxy=(754,45,872,134)
article-text: محمد بشیر مرزا کی پیشہ ورانہ صلاحیتیں اور ان کا مثبت رویہ ہمیشہ یاد رکھا جائے گا۔ انہوں نے کہا کہ محمد بشیر مرزا نے محکمہ کی ترقی اور استحکام میں اہم کردار ادا کیا۔ محمد بشیر مرزا کی پیشہ ورانہ صلاحیتیں اور ان کا مثبت رویہ ہمیشہ یاد رکھا جائے گا۔ انہوں نے کہا کہ محمد بشیر مرزا نے محکمہ کی ترقی اور استحکام میں اہم کردار ادا کیا۔ محمد بشیر مرزا کی پیشہ ورانہ صلاحیتیں اور ان کا مثبت رویہ ہمیشہ یاد رکھا جائے گا۔ انہوں نے کہا کہ محمد بشیر مرزا نے محکمہ کی ترقی اور استحکام میں اہم کردار ادا کیا۔ محمد بشیر مرزا کی پیشہ ورانہ صلاحیتیں اور ان کا مثبت رویہ ہمیشہ یاد رکھا جائے گا۔ انہوں نے کہا کہ محمد بشیر مرزا نے محکمہ کی ترقی اور استحکام میں اہم کردار ادا کیا۔ محمد بشیر مرزا کی پیشہ ورانہ صلاحیتیں اور ان کا مثبت رویہ ہمیشہ یاد رکھا جائے گا۔ انہوں نے کہا کہ محمد بشیر مرزا نے محکمہ کی ترقی اور استحکام میں اہم کردار ادا کیا۔ محمد بشیر مرزا کی پیشہ ورانہ صلاحیتیں اور ان کا مثبت رویہ ہمیشہ یاد رکھا جائے گا۔ انہوں نے کہا کہ محمد بشیر مرزا نے محکمہ کی ترقی اور استحکام میں اہم کردار ادا کیا۔ محمد بشیر مرزا کی پیشہ ورانہ صلاحیتیں اور ان کا مثبت رویہ ہمیشہ یاد رکھا جائے گا۔ انہوں نے کہا کہ محمد بشیر مرزا نے محکمہ کی ترقی اور استحکام میں اہم کردار ادا کیا۔ محمد بشیر مرزا کی پیشہ ورانہ صلاحیتیں اور ان کا مثبت رویہ ہمیشہ یاد رکھا جائے گا۔ انہوں نے کہا کہ محمد بشیر مرزا نے محکمہ کی ترقی اور استحکام میں اہم کردار ادا کیا۔ محمد بشیر مرزا کی پیشہ ورانہ صلاحیتیں اور ان کا مثبت رویہ ہمیشہ یاد رکھا جائے گا۔ انہوں نے کہا کہ محمد بشیر مرزا نے محکمہ کی ترقی اور استحکام میں اہم کردار ادا کیا۔ محمد بشیر مرزا کی پیشہ ورانہ صلاحیتیں اور ان کا مثبت رویہ ہمیشہ یاد رکھا جائے گا۔ انہوں نے کہا کہ محمد بشیر مرزا نے محکمہ کی ترقی اور استحکام میں اہم کردار ادا کیا۔ xyxy=(254,159,372,658)
notice-title: بعدالت نائب تحصیلدار/ xyxy=(3,1082,122,1097)
article-text: وزیر داخلہ محسن نقوی نے جنگ بندی اور مصالحتی کردار پر پاکستان کی تاریخ ساز کاوشوں کو سراہا۔ اس موقع پر ایرانی وزیر داخلہ نے کہا کہ جنگ بندی برادر ملک پاکستان کی ثالثی میں قائم ہوئی، ایران پاکستان کا مخلصانہ اور مثبت کردار ہمیشہ یاد رکھے گا۔ وزیر داخلہ محسن نقوی نے جنگ بندی اور مصالحتی کردار پر پاکستان کی تاریخ ساز کاوشوں کو سراہا۔ اس موقع پر ایرانی وزیر داخلہ نے کہا کہ جنگ بندی برادر ملک پاکستان کی ثالثی میں قائم ہوئی، ایران پاکستان کا مخلصانہ اور مثبت xyxy=(754,1087,872,1226)
continuation-header xyxy=(754,1070,872,1085)
article-text: ایران کے ساتھ جنگ بندی کے بعد عالمی منڈی میں تیل کی قیمتوں میں کمی ہوئی، 3.801 ارب ڈالر اور 5.760 ارب ڈالر کے مقابلے میں 406 ملین ڈالر اضافہ ریکارڈ کیا گیا۔ ایران کے ساتھ جنگ بندی کے بعد عالمی منڈی میں تیل کی قیمتوں میں کمی xyxy=(504,1582,622,1651)
story-number: 38 xyxy=(263,1242,277,1252)
story-number: 29 xyxy=(388,580,402,590)
continued-pages-label: بقیہ جات xyxy=(785,144,837,157)
notice-title: اسسٹنٹ کلکٹر درجہ اول تلہ گنگ xyxy=(3,934,122,961)
news-column xyxy=(250,0,375,1661)
article-text: ان کا موثر اور ذمہ دارانہ کردار قابل تحسین ہے، جنگ بندی میں سہولت کاری پر ریاست پاکستان کا شکریہ ادا کرتا ہوں، اسلام آباد مذاکرات کے دوران ایرانی وفد کی میزبانی پر بھی پاکستان کا شکریہ ادا کرتا ہوں۔ ان کا موثر اور ذمہ دارانہ کردار قابل تحسین ہے، جنگ بندی میں سہولت کاری پر ریاست پاکستان کا شکریہ ادا کرتا ہوں، اسلام آباد مذاکرات کے دوران ایرانی وفد کی میزبانی پر بھی پاکستان کا شکریہ ادا کرتا ہوں۔ ان کا موثر اور ذمہ دارانہ کردار قابل تحسین ہے، جنگ بندی میں سہولت کاری پر ریاست پاکستان کا شکریہ ادا کرتا xyxy=(379,1502,497,1651)
article-text: ان سے جنگ کیوں کرنا چاہتا تھا لیکن کرنی پڑی، ایران مشکل اور ذہین ملک ہے۔ امریکی صدر ڈونلڈ ٹرمپ نے کہا کہ ایران میں جنگ اچھے طریقے سے ختم ہونے جا رہی ہے، ہمارے ایک بحری جہاز پر 111 راکٹ فائر کیے گئے۔ ان سے جنگ کیوں کرنا چاہتا تھا لیکن کرنی پڑی، ایران مشکل اور ذہین ملک ہے۔ امریکی صدر ڈونلڈ ٹرمپ نے کہا کہ ایران میں جنگ اچھے طریقے سے ختم ہونے جا رہی ہے، ہمارے ایک بحری جہاز پر 111 راکٹ فائر کیے گئے۔ ان سے جنگ کیوں کرنا چاہتا تھا لیکن کرنی پڑی، ایران مشکل اور ذہین ملک ہے۔ امریکی صدر ڈونلڈ ٹرمپ نے کہا کہ ایران میں جنگ اچھے طریقے سے ختم ہونے جا رہی ہے، xyxy=(379,1050,497,1219)
article-text: پاکستان اس سلسلے میں علاقائی و بین الاقوامی شراکت داروں کے ساتھ مسلسل رابطے میں ہے۔ انہوں نے کہا کہ پاکستان خطے میں کشیدگی میں کمی، مذاکرات اور پائیدار امن کے فروغ کے لیے ہر ممکن کوشش کی حمایت جاری رکھے گا۔ پاکستان اس سلسلے میں علاقائی و بین الاقوامی شراکت داروں کے ساتھ مسلسل رابطے میں ہے۔ انہوں نے کہا کہ پاکستان خطے میں کشیدگی میں کمی، مذاکرات اور پائیدار امن کے فروغ کے لیے ہر ممکن کوشش کی حمایت جاری رکھے گا۔ پاکستان اس سلسلے میں علاقائی و بین الاقوامی شراکت داروں کے ساتھ مسلسل رابطے میں ہے۔ انہوں نے کہا کہ پاکستان خطے میں کشیدگی میں کمی، مذاکرات اور پائیدار امن کے فروغ کے لیے ہر ممکن کوشش کی حمایت جاری رکھے گا۔ xyxy=(879,83,997,282)
continued-pages-label: بقیہ جات xyxy=(535,369,587,382)
continued-label: بقیہ xyxy=(720,30,738,39)
article-text: میں دہشت گردی کی تربیت حاصل کی، افغانستان میں فتنہ الخوارج کے مراکز کو افغان طالبان کی مکمل پشت پناہی حاصل ہے۔ میں دہشت گردی کی تربیت حاصل کی، افغانستان میں فتنہ الخوارج کے مراکز کو افغان طالبان کی مکمل پشت پناہی حاصل ہے۔ میں دہشت گردی کی تربیت حاصل کی، افغانستان میں فتنہ الخوارج کے مراکز کو افغان طالبان کی مکمل پشت پناہی حاصل ہے۔ میں دہشت گردی کی تربیت حاصل کی، افغانستان میں فتنہ الخوارج کے مراکز کو افغان طالبان کی مکمل پشت پناہی حاصل ہے۔ میں دہشت گردی کی تربیت حاصل کی، افغانستان میں فتنہ الخوارج کے مراکز کو افغان طالبان کی مکمل پشت پناہی حاصل ہے۔ میں دہشت گردی کی تربیت حاصل کی، افغانستان میں فتنہ الخوارج کے مراکز کو افغان طالبان کی مکمل پشت پناہی حاصل ہے۔ میں دہشت گردی کی تربیت حاصل کی، افغانستان میں فتنہ الخوارج کے مراکز کو افغان طالبان کی مکمل پشت پناہی حاصل ہے۔ میں دہشت گردی کی تربیت حاصل کی، افغانستان میں فتنہ الخوارج کے مراکز کو افغان طالبان کی مکمل پشت پناہی حاصل ہے۔ میں دہشت گردی کی تربیت حاصل کی، افغانستان میں فتنہ xyxy=(629,45,747,354)
continued-label: بقیہ xyxy=(845,410,863,419)
continued-pages-label: بقیہ جات xyxy=(535,1221,587,1234)
article-text: میرا پاسپورٹ نمبر GB1513371 گم ہو گیا ہے۔ جس کو ملے براہ مہربانی مندرجہ ذیل نمبر پر رابطہ کرے۔ 03414192020 میرا پاسپورٹ نمبر GB1513371 گم ہو گیا ہے۔ جس کو ملے براہ مہربانی مندرجہ ذیل نمبر پر رابطہ کرے۔ 03414192020 میرا xyxy=(3,757,122,826)
continuation-header xyxy=(129,1014,247,1029)
story-number: 34 xyxy=(263,144,277,154)
continued-pages-label: بقیہ جات xyxy=(285,669,337,682)
continuation-header xyxy=(754,143,872,158)
continued-label: بقیہ xyxy=(220,1048,238,1057)
continuation-header xyxy=(754,578,872,593)
article-text: نوٹس بنام ۔ دعویٰ تنسیخ نکاح بر بنائے خلع۔ مقدمہ ہذا میں تعمیل سمن سے کروائی جانی مشکل ہے لہذا بذریعہ اشتہار اخبار بتاریخ 20-04-2026 مطلع کیا جاتا ہے کہ مقررہ تاریخ پر عدالت میں پیش ہو کر جواب داخل کریں بصورت دیگر آپ کے خلاف کارروائی یکطرفہ عمل میں لائی جائے گی۔ نوٹس بنام ۔ دعویٰ تنسیخ نکاح بر بنائے خلع۔ مقدمہ ہذا میں تعمیل سمن سے کروائی جانی مشکل ہے لہذا xyxy=(3,963,122,1072)
article-text: ان کا موثر اور ذمہ دارانہ کردار قابل تحسین ہے، جنگ بندی میں سہولت کاری پر ریاست پاکستان کا شکریہ ادا کرتا ہوں، اسلام آباد مذاکرات کے دوران ایرانی وفد کی میزبانی پر بھی پاکستان کا شکریہ ادا کرتا ہوں۔ ان کا موثر اور ذمہ دارانہ کردار قابل تحسین ہے، جنگ بندی میں سہولت کاری پر ریاست پاکستان کا شکریہ ادا کرتا ہوں، اسلام آباد مذاکرات کے دوران ایرانی وفد کی میزبانی پر بھی پاکستان کا شکریہ ادا کرتا ہوں۔ ان کا موثر اور ذمہ دارانہ کردار قابل تحسین ہے، جنگ بندی میں سہولت کاری پر ریاست پاکستان کا شکریہ ادا کرتا ہوں، اسلام آباد مذاکرات کے دوران ایرانی وفد کی میزبانی پر بھی پاکستان کا شکریہ ادا کرتا ہوں۔ ان کا موثر اور ذمہ دارانہ کردار قابل تحسین ہے، جنگ بندی میں سہولت کاری پر ریاست پاکستان کا شکریہ ادا کرتا ہوں، اسلام آباد مذاکرات کے دوران ایرانی وفد کی میزبانی پر بھی پاکستان کا شکریہ ادا کرتا ہوں۔ ان کا موثر اور ذمہ دارانہ کردار قابل تحسین ہے، جنگ بندی میں سہولت کاری پر ریاست پاکستان کا شکریہ ادا کرتا ہوں، اسلام آباد مذاکرات کے دوران ایرانی وفد کی میزبانی پر بھی پاکستان کا شکریہ ادا کرتا ہوں۔ ان کا موثر اور ذمہ دارانہ کردار قابل تحسین ہے، جنگ بندی میں سہولت کاری پر ریاست پاکستان کا شکریہ ادا کرتا xyxy=(379,595,497,924)
article-text: محمد بشیر مرزا کی پیشہ ورانہ صلاحیتیں اور ان کا مثبت رویہ ہمیشہ یاد رکھا جائے گا۔ انہوں نے کہا کہ محمد بشیر مرزا نے محکمہ کی ترقی اور استحکام میں اہم کردار ادا کیا۔ محمد بشیر مرزا کی پیشہ ورانہ صلاحیتیں اور ان کا مثبت رویہ ہمیشہ یاد رکھا جائے گا۔ انہوں نے کہا کہ محمد بشیر مرزا نے محکمہ کی ترقی اور استحکام میں اہم کردار ادا کیا۔ محمد بشیر مرزا کی پیشہ ورانہ صلاحیتیں اور ان کا مثبت رویہ ہمیشہ یاد رکھا جائے گا۔ انہوں نے کہا کہ xyxy=(254,4,372,133)
continued-label: بقیہ xyxy=(345,1073,363,1082)
article-text: ایران کے ساتھ جنگ بندی کے بعد عالمی منڈی میں تیل کی قیمتوں میں کمی ہوئی، 3.801 ارب ڈالر اور 5.760 ارب ڈالر کے مقابلے میں 406 ملین ڈالر اضافہ ریکارڈ کیا گیا۔ ایران کے ساتھ جنگ بندی کے بعد عالمی منڈی میں تیل کی قیمتوں میں کمی ہوئی، 3.801 ارب ڈالر اور 5.760 ارب ڈالر کے مقابلے میں 406 ملین ڈالر اضافہ ریکارڈ کیا گیا۔ ایران کے ساتھ جنگ بندی کے بعد عالمی منڈی میں تیل کی قیمتوں میں کمی ہوئی، xyxy=(379,4,497,123)
continuation-header xyxy=(379,1033,497,1048)
news-column xyxy=(375,0,500,1661)
story-number: 13 xyxy=(763,730,777,740)
story-number: 9 xyxy=(766,145,774,155)
continued-pages-label: بقیہ جات xyxy=(785,729,837,742)
story-number: 20 xyxy=(513,370,527,380)
notice-title: پاسپورٹ گمشدگی xyxy=(3,740,122,755)
continuation-header xyxy=(629,575,747,590)
continued-pages-label: بقیہ جات xyxy=(410,131,462,144)
article-text: ان سے جنگ کیوں کرنا چاہتا تھا لیکن کرنی پڑی، ایران مشکل اور ذہین ملک ہے۔ امریکی صدر ڈونلڈ ٹرمپ نے کہا کہ ایران میں جنگ اچھے طریقے سے ختم ہونے جا رہی ہے، ہمارے ایک بحری جہاز پر 111 راکٹ فائر کیے گئے۔ ان سے جنگ کیوں کرنا چاہتا تھا لیکن کرنی پڑی، ایران مشکل اور ذہین ملک ہے۔ امریکی صدر ڈونلڈ ٹرمپ نے کہا کہ ایران میں جنگ اچھے xyxy=(504,711,622,810)
continued-label: بقیہ xyxy=(345,902,363,911)
continued-pages-label: بقیہ جات xyxy=(285,1241,337,1254)
continued-label: بقیہ xyxy=(845,1072,863,1081)
story-number: 24 xyxy=(513,1567,527,1577)
continued-label: بقیہ xyxy=(470,930,488,939)
notice-title: بعدالت نائب تحصیلدار xyxy=(3,914,122,929)
news-column xyxy=(625,0,750,1661)
article-text: درخواست برائے نمبرداری موضع رومیاں تحصیل وضلع اٹک یہ کہ سائل موضع رومیاں کا رہائشی ہے اور اچھی شہرت کا حامل ہے۔ کسی کو کوئی عذر اعتراض ہو تو 15 دن کے اندر عدالت میں پیش ہوں۔ درخواست برائے نمبرداری موضع رومیاں تحصیل وضلع اٹک یہ کہ سائل موضع رومیاں کا رہائشی ہے اور اچھی شہرت کا حامل ہے۔ کسی کو کوئی عذر اعتراض ہو تو 15 دن کے اندر عدالت میں پیش ہوں۔ درخواست برائے نمبرداری موضع رومیاں تحصیل وضلع اٹک یہ کہ سائل موضع رومیاں کا رہائشی ہے اور اچھی شہرت کا حامل ہے۔ کسی کو کوئی عذر اعتراض ہو تو 15 دن کے اندر عدالت میں پیش ہوں۔ درخواست برائے نمبرداری موضع رومیاں تحصیل وضلع اٹک یہ کہ سائل موضع رومیاں کا رہائشی ہے اور اچھی شہرت کا حامل ہے۔ کسی کو کوئی عذر اعتراض ہو تو 15 دن کے اندر xyxy=(129,1439,247,1658)
story-number: 42 xyxy=(138,1048,152,1058)
continued-label: بقیہ xyxy=(595,1567,613,1576)
article-text: ایران کے ساتھ جنگ بندی کے بعد عالمی منڈی میں تیل کی قیمتوں میں کمی ہوئی، 3.801 ارب ڈالر اور 5.760 ارب ڈالر کے مقابلے میں 406 ملین ڈالر اضافہ ریکارڈ کیا گیا۔ ایران کے ساتھ جنگ بندی کے بعد عالمی منڈی میں تیل کی قیمتوں میں کمی ہوئی، 3.801 ارب ڈالر اور 5.760 ارب ڈالر کے مقابلے میں 406 ملین ڈالر اضافہ ریکارڈ کیا گیا۔ ایران کے ساتھ جنگ بندی کے بعد عالمی منڈی میں تیل کی قیمتوں میں کمی ہوئی، 3.801 ارب ڈالر اور 5.760 ارب ڈالر کے مقابلے میں 406 ملین ڈالر اضافہ ریکارڈ کیا گیا۔ ایران کے ساتھ جنگ بندی کے بعد عالمی منڈی میں تیل کی قیمتوں میں کمی ہوئی، 3.801 ارب ڈالر اور 5.760 ارب ڈالر کے مقابلے میں 406 ملین ڈالر اضافہ ریکارڈ کیا گیا۔ ایران کے ساتھ جنگ بندی کے بعد عالمی منڈی میں تیل کی قیمتوں میں کمی ہوئی، 3.801 ارب ڈالر اور 5.760 ارب ڈالر کے مقابلے میں 406 xyxy=(254,1427,372,1656)
story-number: 39 xyxy=(263,1412,277,1422)
article-text: میں دہشت گردی کی تربیت حاصل کی، افغانستان میں فتنہ الخوارج کے مراکز کو افغان طالبان کی مکمل پشت پناہی حاصل ہے۔ میں دہشت گردی کی تربیت حاصل کی، افغانستان میں فتنہ الخوارج کے مراکز کو افغان طالبان کی مکمل پشت پناہی حاصل ہے۔ میں دہشت گردی کی تربیت حاصل کی، افغانستان میں فتنہ الخوارج کے مراکز کو افغان طالبان کی مکمل پشت پناہی حاصل ہے۔ میں دہشت گردی کی تربیت حاصل کی، افغانستان میں فتنہ الخوارج کے مراکز کو افغان طالبان کی مکمل پشت پناہی حاصل ہے۔ میں دہشت گردی کی تربیت حاصل کی، افغانستان میں فتنہ الخوارج کے مراکز کو افغان طالبان کی مکمل پشت پناہی حاصل ہے۔ میں دہشت گردی کی تربیت حاصل کی، افغانستان میں فتنہ الخوارج کے مراکز کو افغان طالبان کی مکمل پشت پناہی حاصل ہے۔ میں دہشت گردی کی تربیت حاصل کی، افغانستان میں فتنہ الخوارج کے مراکز کو افغان طالبان کی مکمل پشت پناہی حاصل ہے۔ میں دہشت گردی xyxy=(879,1302,997,1561)
article-text: میں نے اپنے دونوں بیٹوں محمد شفیق ولد محمد حسین کو 5 مرلے مکان موضع سروالہ فروخت کر دیا ہے، اس مکان سے میرے کسی وارث کا کوئی تعلق نہ ہے اگر کسی کو کوئی عذر اعتراض ہو تو 15 یوم کے اندر اطلاع کرے۔ میں نے اپنے دونوں بیٹوں محمد شفیق ولد محمد حسین کو 5 مرلے مکان موضع سروالہ فروخت کر دیا ہے، اس مکان سے میرے کسی وارث کا کوئی تعلق نہ ہے اگر کسی کو کوئی عذر اعتراض ہو تو 15 یوم کے اندر اطلاع کرے۔ میں نے اپنے دونوں بیٹوں xyxy=(3,1525,122,1654)
story-number: 25 xyxy=(388,132,402,142)
continuation-header xyxy=(379,928,497,943)
article-text: پاکستان اس سلسلے میں علاقائی و بین الاقوامی شراکت داروں کے ساتھ مسلسل رابطے میں ہے۔ انہوں نے کہا کہ پاکستان خطے میں کشیدگی میں کمی، مذاکرات اور پائیدار امن کے فروغ کے لیے ہر ممکن کوشش کی حمایت جاری رکھے گا۔ پاکستان اس سلسلے میں علاقائی و بین الاقوامی شراکت داروں کے ساتھ مسلسل رابطے میں ہے۔ انہوں نے کہا کہ پاکستان خطے میں کشیدگی میں کمی، مذاکرات اور پائیدار امن کے فروغ کے لیے ہر ممکن کوشش کی حمایت جاری رکھے گا۔ پاکستان اس سلسلے میں علاقائی و بین الاقوامی شراکت داروں کے ساتھ مسلسل رابطے میں ہے۔ انہوں نے کہا کہ پاکستان خطے میں کشیدگی میں کمی، مذاکرات اور پائیدار امن کے فروغ کے لیے ہر ممکن کوشش کی حمایت جاری رکھے گا۔ پاکستان اس سلسلے میں علاقائی و بین الاقوامی شراکت داروں کے ساتھ مسلسل رابطے میں ہے۔ انہوں نے کہا کہ پاکستان خطے میں کشیدگی میں کمی، مذاکرات اور پائیدار امن کے فروغ کے لیے ہر ممکن کوشش کی حمایت جاری رکھے گا۔ پاکستان اس سلسلے میں علاقائی و بین الاقوامی شراکت داروں کے ساتھ مسلسل رابطے میں ہے۔ انہوں نے کہا کہ پاکستان خطے میں کشیدگی میں کمی، مذاکرات اور پائیدار امن کے فروغ کے لیے ہر ممکن کوشش کی حمایت جاری رکھے گا۔ پاکستان اس سلسلے xyxy=(129,665,247,1004)
story-number: 2 xyxy=(891,68,899,78)
notice-title: سول جج فیملی کورٹ اسلام آباد ویسٹ xyxy=(3,35,122,62)
notice-title: صاحب تحصیلدار/ACI اٹک xyxy=(3,1367,122,1382)
continued-label: بقیہ xyxy=(470,132,488,141)
continuation-header xyxy=(254,142,372,157)
article-text: نوٹس بنام ۔ دعویٰ تنسیخ نکاح بر بنائے خلع۔ مقدمہ ہذا میں تعمیل سمن سے کروائی جانی مشکل ہے لہذا بذریعہ اشتہار اخبار بتاریخ 20-04-2026 مطلع کیا جاتا ہے کہ مقررہ تاریخ پر عدالت میں پیش ہو کر جواب داخل کریں بصورت دیگر آپ کے خلاف کارروائی یکطرفہ عمل میں لائی جائے گی۔ نوٹس بنام ۔ دعویٰ تنسیخ نکاح بر بنائے خلع۔ مقدمہ ہذا میں تعمیل سمن سے کروائی جانی مشکل ہے لہذا بذریعہ اشتہار اخبار بتاریخ 20-04- xyxy=(3,64,122,183)
continued-pages-label: بقیہ جات xyxy=(410,1486,462,1499)
continued-label: بقیہ xyxy=(595,696,613,705)
continuation-header xyxy=(754,728,872,743)
notice-title: اسسٹنٹ کلکٹر درجہ اول تلہ گنگ xyxy=(3,1102,122,1129)
continued-label: بقیہ xyxy=(720,577,738,586)
notice-title: بخدمت جناب ڈی سی صاحب اٹک xyxy=(129,1410,247,1437)
continued-pages-label: بقیہ جات xyxy=(910,289,962,302)
continued-label: بقیہ xyxy=(345,144,363,153)
continued-label: بقیہ xyxy=(845,730,863,739)
continuation-header xyxy=(754,28,872,43)
continued-pages-label: بقیہ جات xyxy=(660,576,712,589)
story-number: 1 xyxy=(891,8,899,18)
continued-pages-label: بقیہ جات xyxy=(410,579,462,592)
story-number: 27 xyxy=(388,347,402,357)
continuation-header xyxy=(879,6,997,21)
continued-pages-label: بقیہ جات xyxy=(535,1566,587,1579)
story-number: 35 xyxy=(263,670,277,680)
continued-pages-label: بقیہ جات xyxy=(410,1034,462,1047)
continued-pages-label: بقیہ جات xyxy=(410,473,462,486)
article-text: ان سے جنگ کیوں کرنا چاہتا تھا لیکن کرنی پڑی، ایران مشکل اور ذہین ملک ہے۔ امریکی صدر ڈونلڈ ٹرمپ نے کہا کہ ایران میں جنگ اچھے طریقے سے ختم ہونے جا رہی ہے، ہمارے ایک بحری جہاز پر 111 راکٹ فائر کیے گئے۔ ان سے جنگ کیوں کرنا چاہتا تھا لیکن کرنی پڑی، ایران مشکل اور ذہین ملک ہے۔ امریکی صدر ڈونلڈ ٹرمپ نے کہا کہ ایران میں جنگ اچھے طریقے سے ختم ہونے جا رہی ہے، ہمارے ایک بحری جہاز پر 111 راکٹ فائر کیے گئے۔ ان سے جنگ کیوں کرنا xyxy=(754,595,872,724)
continuation-header xyxy=(504,153,622,168)
article-text: پاکستان اس سلسلے میں علاقائی و بین الاقوامی شراکت داروں کے ساتھ مسلسل رابطے میں ہے۔ انہوں نے کہا کہ پاکستان خطے میں کشیدگی میں کمی، مذاکرات اور پائیدار امن کے فروغ کے لیے ہر ممکن کوشش کی حمایت جاری رکھے گا۔ پاکستان اس سلسلے میں علاقائی و بین الاقوامی شراکت داروں کے ساتھ مسلسل رابطے میں ہے۔ انہوں نے کہا کہ پاکستان خطے میں کشیدگی میں کمی، مذاکرات اور پائیدار امن کے فروغ کے لیے ہر ممکن کوشش کی حمایت جاری رکھے گا۔ پاکستان اس سلسلے xyxy=(504,4,622,143)
article-text: ان کا موثر اور ذمہ دارانہ کردار قابل تحسین ہے، جنگ بندی میں سہولت کاری پر ریاست پاکستان کا شکریہ ادا کرتا ہوں، اسلام آباد مذاکرات کے دوران ایرانی وفد کی میزبانی پر بھی پاکستان کا شکریہ ادا کرتا ہوں۔ ان کا موثر اور ذمہ دارانہ کردار قابل تحسین xyxy=(754,500,872,569)
